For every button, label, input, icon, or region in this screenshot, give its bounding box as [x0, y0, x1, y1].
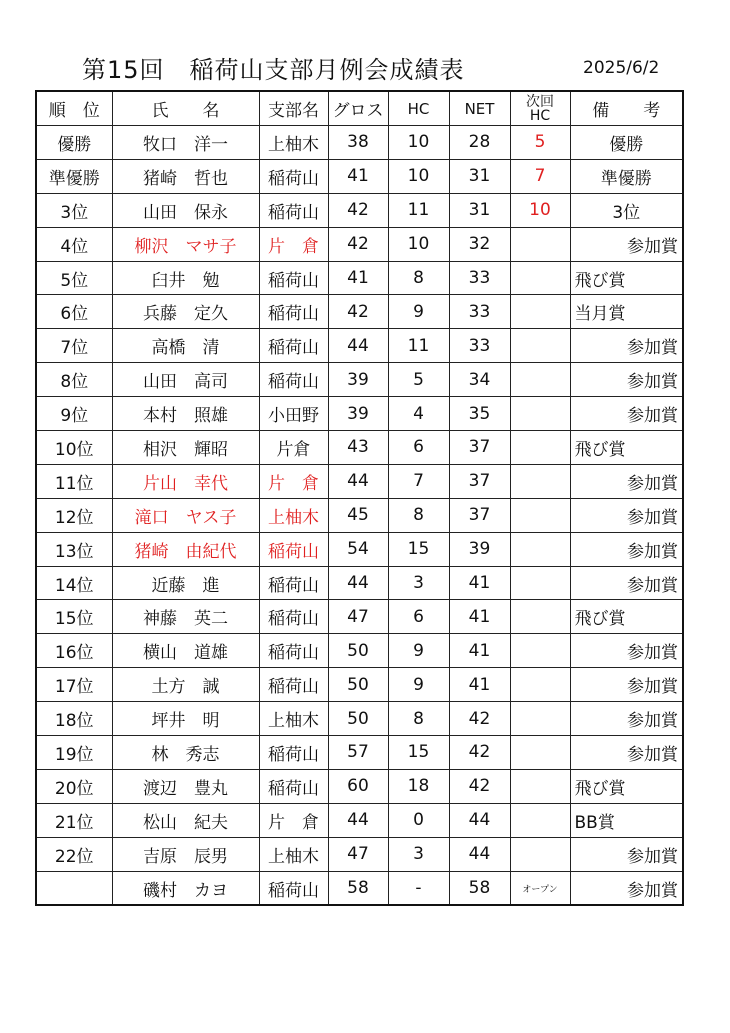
next-hc-cell — [510, 227, 570, 261]
table-row — [36, 532, 683, 566]
net-cell: 41 — [449, 634, 510, 668]
branch-cell: 稲荷山 — [259, 600, 328, 634]
next-hc-cell — [510, 329, 570, 363]
rank-cell: 19位 — [36, 736, 112, 770]
rank-cell: 優勝 — [36, 126, 112, 160]
gross-cell: 42 — [328, 295, 388, 329]
gross-cell: 54 — [328, 532, 388, 566]
next-hc-cell — [510, 566, 570, 600]
next-hc-cell: 10 — [510, 193, 570, 227]
hc-cell: 8 — [388, 702, 449, 736]
next-hc-cell — [510, 668, 570, 702]
remark-cell: 飛び賞 — [570, 261, 683, 295]
net-cell: 33 — [449, 329, 510, 363]
branch-cell: 稲荷山 — [259, 363, 328, 397]
name-cell: 片山 幸代 — [112, 464, 259, 498]
gross-cell: 50 — [328, 702, 388, 736]
net-cell: 31 — [449, 159, 510, 193]
hc-cell: 5 — [388, 363, 449, 397]
gross-cell: 44 — [328, 329, 388, 363]
next-hc-cell — [510, 363, 570, 397]
hc-cell: - — [388, 871, 449, 905]
col-rank-header: 順 位 — [36, 91, 112, 126]
net-cell: 44 — [449, 837, 510, 871]
gross-cell: 44 — [328, 464, 388, 498]
name-cell: 相沢 輝昭 — [112, 431, 259, 465]
remark-cell: 優勝 — [570, 126, 683, 160]
gross-cell: 45 — [328, 498, 388, 532]
hc-cell: 3 — [388, 566, 449, 600]
name-cell: 神藤 英二 — [112, 600, 259, 634]
branch-cell: 上柚木 — [259, 498, 328, 532]
gross-cell: 39 — [328, 397, 388, 431]
gross-cell: 41 — [328, 159, 388, 193]
gross-cell: 44 — [328, 803, 388, 837]
next-hc-cell: 5 — [510, 126, 570, 160]
table-row — [36, 126, 683, 160]
gross-cell: 57 — [328, 736, 388, 770]
rank-cell: 3位 — [36, 193, 112, 227]
branch-cell: 小田野 — [259, 397, 328, 431]
table-row — [36, 159, 683, 193]
name-cell: 吉原 辰男 — [112, 837, 259, 871]
gross-cell: 43 — [328, 431, 388, 465]
remark-cell: 参加賞 — [570, 634, 683, 668]
hc-cell: 4 — [388, 397, 449, 431]
branch-cell: 片倉 — [259, 431, 328, 465]
hc-cell: 18 — [388, 769, 449, 803]
branch-cell: 稲荷山 — [259, 261, 328, 295]
remark-cell: 参加賞 — [570, 498, 683, 532]
net-cell: 37 — [449, 464, 510, 498]
rank-cell: 準優勝 — [36, 159, 112, 193]
name-cell: 高橋 清 — [112, 329, 259, 363]
rank-cell: 16位 — [36, 634, 112, 668]
next-hc-cell — [510, 464, 570, 498]
net-cell: 41 — [449, 566, 510, 600]
next-hc-cell — [510, 736, 570, 770]
net-cell: 33 — [449, 261, 510, 295]
remark-cell: 当月賞 — [570, 295, 683, 329]
name-cell: 横山 道雄 — [112, 634, 259, 668]
table-row — [36, 837, 683, 871]
rank-cell — [36, 871, 112, 905]
rank-cell: 12位 — [36, 498, 112, 532]
col-remark-header: 備 考 — [570, 91, 683, 126]
gross-cell: 42 — [328, 227, 388, 261]
net-cell: 37 — [449, 431, 510, 465]
rank-cell: 18位 — [36, 702, 112, 736]
net-cell: 35 — [449, 397, 510, 431]
table-header-row — [36, 91, 683, 126]
table-row — [36, 295, 683, 329]
rank-cell: 13位 — [36, 532, 112, 566]
table-row — [36, 566, 683, 600]
rank-cell: 7位 — [36, 329, 112, 363]
next-hc-cell — [510, 532, 570, 566]
report-date: 2025/6/2 — [583, 58, 660, 78]
hc-cell: 10 — [388, 126, 449, 160]
name-cell: 近藤 進 — [112, 566, 259, 600]
branch-cell: 稲荷山 — [259, 159, 328, 193]
name-cell: 牧口 洋一 — [112, 126, 259, 160]
name-cell: 松山 紀夫 — [112, 803, 259, 837]
remark-cell: 3位 — [570, 193, 683, 227]
rank-cell: 14位 — [36, 566, 112, 600]
remark-cell: 飛び賞 — [570, 769, 683, 803]
net-cell: 42 — [449, 736, 510, 770]
hc-cell: 0 — [388, 803, 449, 837]
net-cell: 58 — [449, 871, 510, 905]
table-row — [36, 803, 683, 837]
name-cell: 本村 照雄 — [112, 397, 259, 431]
next-hc-cell — [510, 634, 570, 668]
remark-cell: BB賞 — [570, 803, 683, 837]
remark-cell: 飛び賞 — [570, 600, 683, 634]
col-branch-header: 支部名 — [259, 91, 328, 126]
branch-cell: 稲荷山 — [259, 532, 328, 566]
gross-cell: 60 — [328, 769, 388, 803]
col-next-hc-header — [510, 91, 570, 126]
rank-cell: 20位 — [36, 769, 112, 803]
net-cell: 44 — [449, 803, 510, 837]
remark-cell: 参加賞 — [570, 702, 683, 736]
net-cell: 31 — [449, 193, 510, 227]
name-cell: 猪崎 哲也 — [112, 159, 259, 193]
next-hc-cell — [510, 600, 570, 634]
gross-cell: 58 — [328, 871, 388, 905]
remark-cell: 参加賞 — [570, 397, 683, 431]
hc-cell: 11 — [388, 193, 449, 227]
name-cell: 山田 保永 — [112, 193, 259, 227]
table-row — [36, 634, 683, 668]
next-hc-cell — [510, 397, 570, 431]
remark-cell: 参加賞 — [570, 532, 683, 566]
branch-cell: 片 倉 — [259, 803, 328, 837]
hc-cell: 9 — [388, 668, 449, 702]
next-hc-cell — [510, 702, 570, 736]
remark-cell: 飛び賞 — [570, 431, 683, 465]
remark-cell: 参加賞 — [570, 464, 683, 498]
gross-cell: 47 — [328, 837, 388, 871]
table-row — [36, 769, 683, 803]
col-name-header: 氏 名 — [112, 91, 259, 126]
rank-cell: 9位 — [36, 397, 112, 431]
table-row — [36, 736, 683, 770]
net-cell: 34 — [449, 363, 510, 397]
name-cell: 猪崎 由紀代 — [112, 532, 259, 566]
next-hc-cell — [510, 498, 570, 532]
remark-cell: 参加賞 — [570, 668, 683, 702]
gross-cell: 50 — [328, 634, 388, 668]
branch-cell: 稲荷山 — [259, 295, 328, 329]
name-cell: 磯村 カヨ — [112, 871, 259, 905]
hc-cell: 8 — [388, 498, 449, 532]
table-row — [36, 600, 683, 634]
branch-cell: 片 倉 — [259, 227, 328, 261]
table-row — [36, 702, 683, 736]
col-net-header: NET — [449, 91, 510, 126]
next-hc-cell — [510, 837, 570, 871]
next-hc-cell: オープン — [510, 871, 570, 905]
remark-cell: 準優勝 — [570, 159, 683, 193]
branch-cell: 上柚木 — [259, 837, 328, 871]
hc-cell: 3 — [388, 837, 449, 871]
branch-cell: 片 倉 — [259, 464, 328, 498]
branch-cell: 稲荷山 — [259, 871, 328, 905]
net-cell: 42 — [449, 769, 510, 803]
table-row — [36, 397, 683, 431]
rank-cell: 6位 — [36, 295, 112, 329]
rank-cell: 21位 — [36, 803, 112, 837]
hc-cell: 7 — [388, 464, 449, 498]
remark-cell: 参加賞 — [570, 871, 683, 905]
name-cell: 山田 高司 — [112, 363, 259, 397]
rank-cell: 15位 — [36, 600, 112, 634]
rank-cell: 11位 — [36, 464, 112, 498]
table-row — [36, 668, 683, 702]
table-row — [36, 227, 683, 261]
branch-cell: 稲荷山 — [259, 329, 328, 363]
net-cell: 41 — [449, 600, 510, 634]
remark-cell: 参加賞 — [570, 736, 683, 770]
name-cell: 土方 誠 — [112, 668, 259, 702]
results-table — [35, 90, 684, 906]
net-cell: 37 — [449, 498, 510, 532]
hc-cell: 10 — [388, 227, 449, 261]
remark-cell: 参加賞 — [570, 566, 683, 600]
table-row — [36, 329, 683, 363]
net-cell: 32 — [449, 227, 510, 261]
name-cell: 兵藤 定久 — [112, 295, 259, 329]
net-cell: 42 — [449, 702, 510, 736]
rank-cell: 4位 — [36, 227, 112, 261]
net-cell: 39 — [449, 532, 510, 566]
rank-cell: 10位 — [36, 431, 112, 465]
rank-cell: 5位 — [36, 261, 112, 295]
table-row — [36, 498, 683, 532]
rank-cell: 8位 — [36, 363, 112, 397]
net-cell: 28 — [449, 126, 510, 160]
branch-cell: 稲荷山 — [259, 634, 328, 668]
net-cell: 41 — [449, 668, 510, 702]
next-hc-cell — [510, 261, 570, 295]
gross-cell: 44 — [328, 566, 388, 600]
branch-cell: 稲荷山 — [259, 566, 328, 600]
table-row — [36, 261, 683, 295]
table-row — [36, 871, 683, 905]
branch-cell: 稲荷山 — [259, 668, 328, 702]
next-hc-cell — [510, 295, 570, 329]
name-cell: 坪井 明 — [112, 702, 259, 736]
gross-cell: 38 — [328, 126, 388, 160]
gross-cell: 41 — [328, 261, 388, 295]
next-hc-cell — [510, 769, 570, 803]
hc-cell: 11 — [388, 329, 449, 363]
table-row — [36, 193, 683, 227]
page-title: 第15回 稲荷山支部月例会成績表 — [82, 56, 465, 84]
next-hc-header-text: 次回 HC — [526, 93, 554, 124]
hc-cell: 9 — [388, 634, 449, 668]
hc-cell: 15 — [388, 736, 449, 770]
hc-cell: 10 — [388, 159, 449, 193]
branch-cell: 稲荷山 — [259, 736, 328, 770]
net-cell: 33 — [449, 295, 510, 329]
remark-cell: 参加賞 — [570, 329, 683, 363]
gross-cell: 39 — [328, 363, 388, 397]
remark-cell: 参加賞 — [570, 227, 683, 261]
name-cell: 臼井 勉 — [112, 261, 259, 295]
next-hc-cell — [510, 803, 570, 837]
col-gross-header: グロス — [328, 91, 388, 126]
gross-cell: 42 — [328, 193, 388, 227]
branch-cell: 上柚木 — [259, 702, 328, 736]
table-row — [36, 464, 683, 498]
rank-cell: 22位 — [36, 837, 112, 871]
branch-cell: 稲荷山 — [259, 193, 328, 227]
next-hc-cell — [510, 431, 570, 465]
next-hc-cell: 7 — [510, 159, 570, 193]
name-cell: 渡辺 豊丸 — [112, 769, 259, 803]
branch-cell: 上柚木 — [259, 126, 328, 160]
name-cell: 林 秀志 — [112, 736, 259, 770]
table-row — [36, 363, 683, 397]
name-cell: 柳沢 マサ子 — [112, 227, 259, 261]
hc-cell: 8 — [388, 261, 449, 295]
hc-cell: 15 — [388, 532, 449, 566]
remark-cell: 参加賞 — [570, 837, 683, 871]
hc-cell: 9 — [388, 295, 449, 329]
table-row — [36, 431, 683, 465]
gross-cell: 47 — [328, 600, 388, 634]
branch-cell: 稲荷山 — [259, 769, 328, 803]
gross-cell: 50 — [328, 668, 388, 702]
hc-cell: 6 — [388, 431, 449, 465]
name-cell: 滝口 ヤス子 — [112, 498, 259, 532]
remark-cell: 参加賞 — [570, 363, 683, 397]
rank-cell: 17位 — [36, 668, 112, 702]
col-hc-header: HC — [388, 91, 449, 126]
hc-cell: 6 — [388, 600, 449, 634]
